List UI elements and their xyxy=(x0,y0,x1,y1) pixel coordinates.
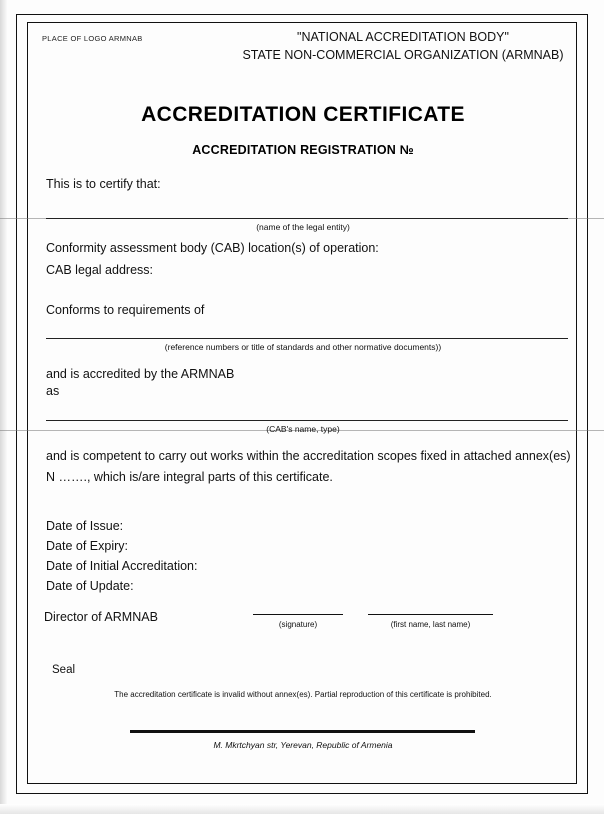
standards-rule xyxy=(46,338,568,339)
date-of-expiry-label: Date of Expiry: xyxy=(46,539,128,553)
conforms-label: Conforms to requirements of xyxy=(46,303,205,317)
scan-edge-shadow-left xyxy=(0,0,8,814)
legal-entity-caption: (name of the legal entity) xyxy=(256,222,350,232)
page-title: ACCREDITATION CERTIFICATE xyxy=(141,103,465,126)
date-of-issue-label: Date of Issue: xyxy=(46,519,124,533)
cab-address-label: CAB legal address: xyxy=(46,263,154,277)
certificate-header xyxy=(38,28,568,78)
seal-label: Seal xyxy=(52,664,76,676)
cab-name-caption: (CAB's name, type) xyxy=(266,424,340,434)
signature-line xyxy=(253,614,343,615)
footer-divider xyxy=(130,730,475,733)
validity-footnote: The accreditation certificate is invalid without annex(es). Partial reproduction of this certificate is prohibited. xyxy=(114,690,492,699)
signature-caption: (signature) xyxy=(278,620,318,629)
date-of-update-label: Date of Update: xyxy=(46,579,134,593)
name-caption: (first name, last name) xyxy=(390,620,471,629)
as-label: as xyxy=(46,384,60,398)
accredited-by-line: and is accredited by the ARMNAB xyxy=(46,367,235,381)
organization-line-1: "NATIONAL ACCREDITATION BODY" xyxy=(297,30,509,44)
standards-caption: (reference numbers or title of standards and other normative documents)) xyxy=(164,342,442,352)
date-of-initial-accreditation-label: Date of Initial Accreditation: xyxy=(46,559,198,573)
name-line xyxy=(368,614,493,615)
cab-name-rule xyxy=(46,420,568,421)
logo-placeholder: PLACE OF LOGO ARMNAB xyxy=(42,34,143,43)
cab-locations-label: Conformity assessment body (CAB) location(s) of operation: xyxy=(46,241,379,255)
certificate-content xyxy=(38,28,571,778)
organization-address: M. Mkrtchyan str, Yerevan, Republic of Armenia xyxy=(213,740,393,750)
competence-line-1: and is competent to carry out works within the accreditation scopes fixed in attached annex(es) xyxy=(46,449,571,463)
scan-edge-shadow-bottom xyxy=(0,804,604,814)
certify-line: This is to certify that: xyxy=(46,177,161,191)
competence-line-2: N ……., which is/are integral parts of this certificate. xyxy=(46,470,333,484)
director-label: Director of ARMNAB xyxy=(44,610,158,624)
legal-entity-rule xyxy=(46,218,568,219)
registration-number-label: ACCREDITATION REGISTRATION № xyxy=(192,143,414,157)
organization-name xyxy=(238,28,568,64)
organization-line-2: STATE NON-COMMERCIAL ORGANIZATION (ARMNAB) xyxy=(242,48,564,62)
